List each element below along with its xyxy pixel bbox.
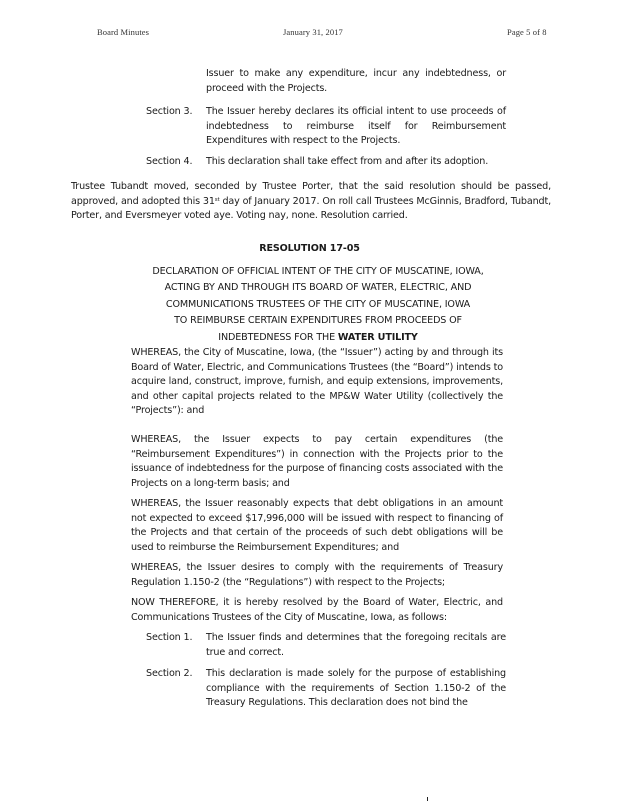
section-text: This declaration is made solely for the purpose of establishing compliance with the requirements of Section 1.150-2 of the Treasury Regulations. This declaration does not bind the [206,668,506,709]
header-page-number: Page 5 of 8 [507,27,547,37]
section-label: Section 1. [146,632,193,643]
section-label: Section 4. [146,156,193,167]
section-text: Issuer to make any expenditure, incur any indebtedness, or proceed with the Projects. [206,68,506,94]
resolution-description-line: ACTING BY AND THROUGH ITS BOARD OF WATER, ELECTRIC, AND [164,282,472,294]
now-therefore-paragraph: NOW THEREFORE, it is hereby resolved by the Board of Water, Electric, and Communications Trustees of the City of Muscatine, Iowa, as follows: [131,597,503,623]
header-meeting-date: January 31, 2017 [283,27,343,37]
resolution-section-1 [146,631,506,660]
whereas-paragraph-4: WHEREAS, the Issuer desires to comply with the requirements of Treasury Regulation 1.150-2 (the “Regulations”) with respect to the Projects; [131,562,503,588]
motion-text-start: Trustee Tubandt moved, seconded by Trustee Porter, that the said resolution should be passed, approved, and adopted this 31 [71,181,551,207]
prior-section-2-continuation [146,67,506,96]
whereas-paragraph-1: WHEREAS, the City of Muscatine, Iowa, (the “Issuer”) acting by and through its Board of Water, Electric, and Communications Trustees (the “Board”) intends to acquire land, construct, improve, furnish, and equip extensions, improvements, and other capital projects related to the MP&W Water Utility (collectively the “Projects”): and [131,347,503,417]
resolution-description-line: TO REIMBURSE CERTAIN EXPENDITURES FROM PROCEEDS OF [174,315,462,327]
section-text: The Issuer hereby declares its official intent to use proceeds of indebtedness to reimburse itself for Reimbursement Expenditures with respect to the Projects. [206,106,506,147]
whereas-paragraph-2: WHEREAS, the Issuer expects to pay certain expenditures (the “Reimbursement Expenditures”) in connection with the Projects prior to the issuance of indebtedness for the purpose of financing costs associated with the Projects on a long-term basis; and [131,434,503,489]
motion-paragraph [71,180,551,224]
resolution-description-line: COMMUNICATIONS TRUSTEES OF THE CITY OF MUSCATINE, IOWA [165,298,471,310]
resolution-title: RESOLUTION 17-05 [259,243,360,254]
resolution-description-line [133,330,503,346]
section-text: The Issuer finds and determines that the foregoing recitals are true and correct. [206,632,506,658]
resolution-section-2 [146,667,506,711]
motion-text-end: day of January 2017. On roll call Trustees McGinnis, Bradford, Tubandt, Porter, and Eversmeyer voted aye. Voting nay, none. Resolution carried. [71,195,551,222]
prior-section-4 [146,155,506,170]
header-document-title: Board Minutes [97,27,150,37]
prior-section-3 [146,105,506,149]
section-label: Section 2. [146,668,193,679]
section-label: Section 3. [146,106,193,117]
section-text: This declaration shall take effect from and after its adoption. [206,156,489,167]
resolution-description [133,264,503,346]
utility-name: WATER UTILITY [337,331,418,343]
ordinal-suffix: st [214,196,220,203]
scan-mark [427,797,428,801]
resolution-description-line: DECLARATION OF OFFICIAL INTENT OF THE CITY OF MUSCATINE, IOWA, [152,266,484,277]
description-plain: INDEBTEDNESS FOR THE [218,331,338,343]
whereas-paragraph-3: WHEREAS, the Issuer reasonably expects that debt obligations in an amount not expected to exceed $17,996,000 will be issued with respect to financing of the Projects and that certain of the proceeds of such debt obligations will be used to reimburse the Reimbursement Expenditures; and [131,498,503,553]
